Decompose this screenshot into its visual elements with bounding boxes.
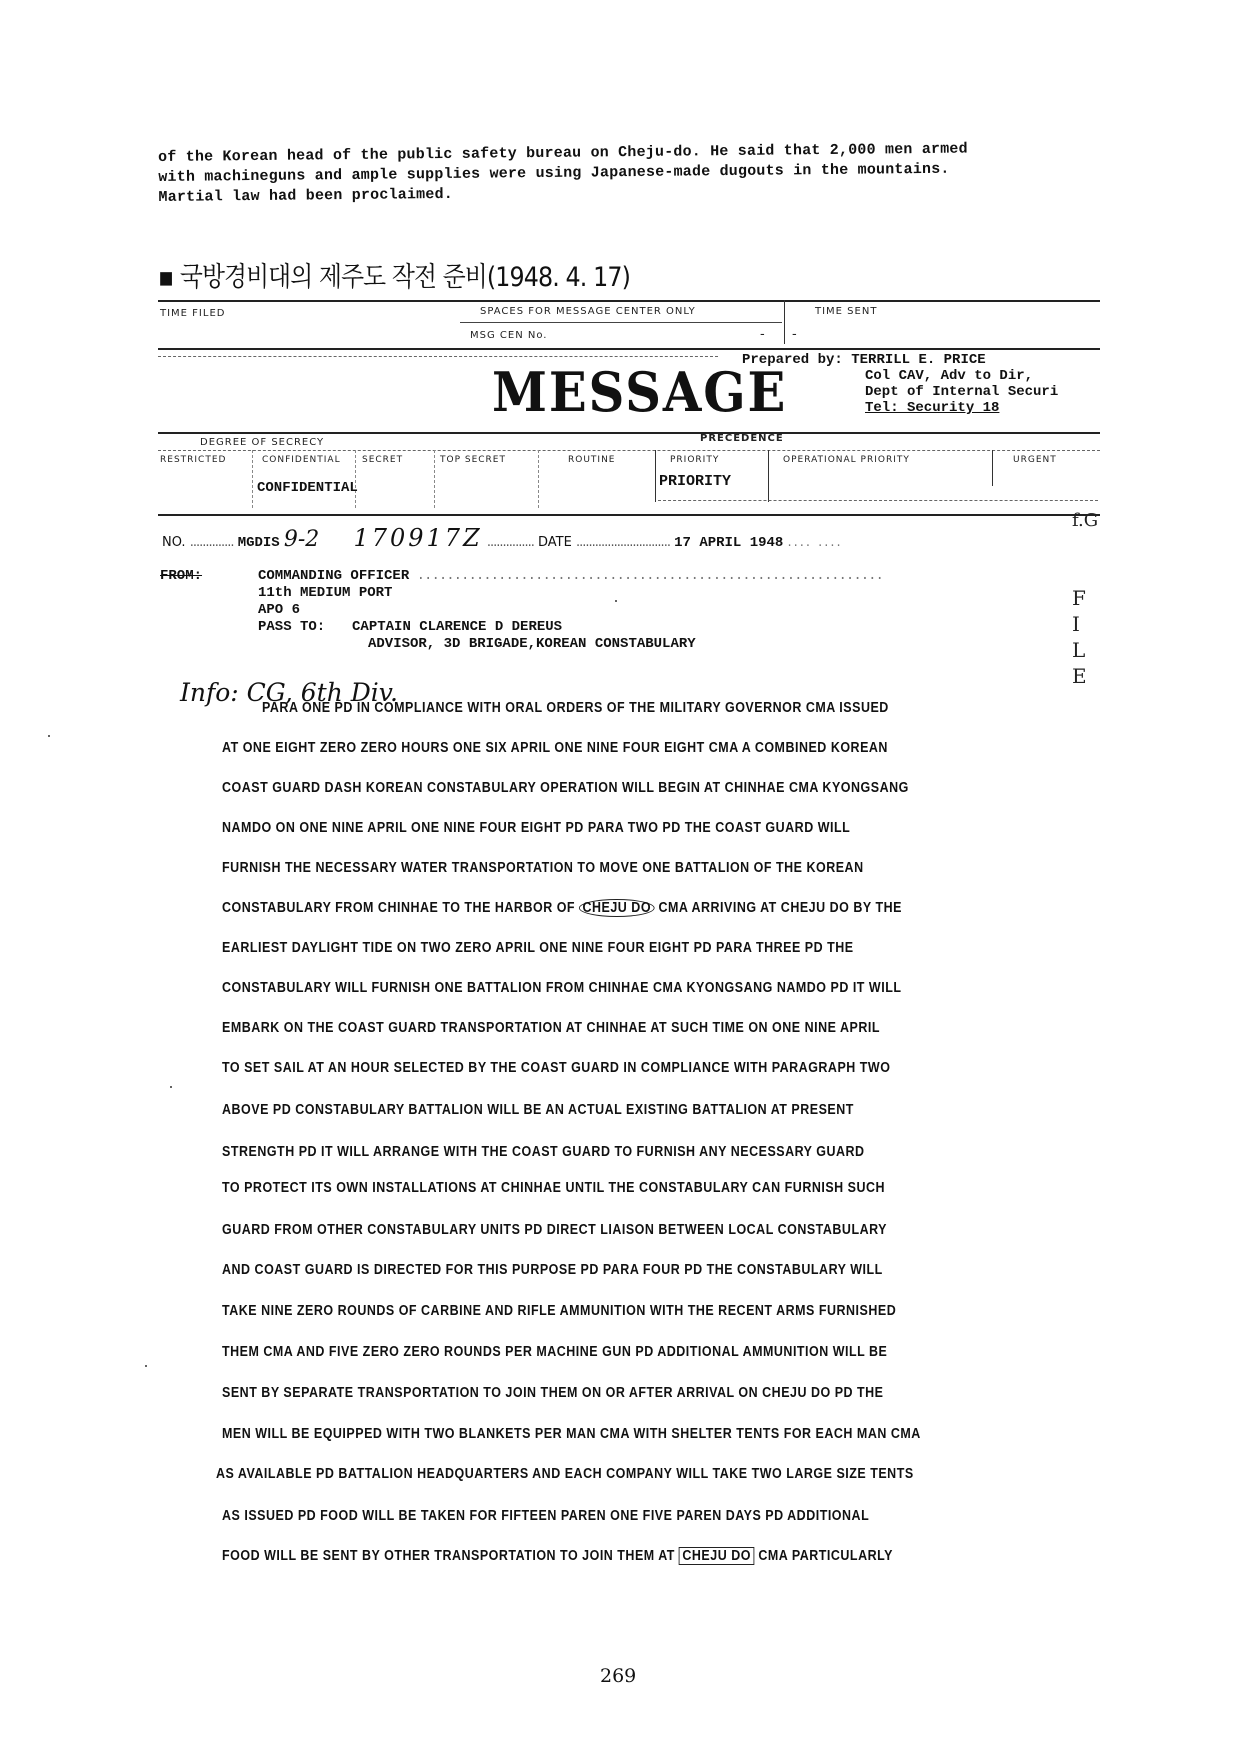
col-divider (538, 450, 539, 508)
body-line: COAST GUARD DASH KOREAN CONSTABULARY OPERATION WILL BEGIN AT CHINHAE CMA KYONGSANG (222, 780, 909, 796)
body-line: SENT BY SEPARATE TRANSPORTATION TO JOIN THEM ON OR AFTER ARRIVAL ON CHEJU DO PD THE (222, 1385, 884, 1401)
col-priority: PRIORITY (670, 455, 720, 465)
col-divider (992, 450, 993, 486)
margin-mark-file: FILE (1072, 586, 1087, 688)
from-label: FROM: (160, 568, 203, 584)
body-line: CONSTABULARY WILL FURNISH ONE BATTALION FROM CHINHAE CMA KYONGSANG NAMDO PD IT WILL (222, 980, 902, 996)
dash: - (760, 327, 766, 342)
circled-place-name: CHEJU DO (579, 899, 654, 917)
no-label: NO. (162, 535, 186, 550)
col-restricted: RESTRICTED (160, 455, 227, 465)
body-text: CMA PARTICULARLY (754, 1548, 893, 1564)
col-divider (434, 450, 435, 508)
prepared-by-tel: Tel: Security 18 (865, 400, 1000, 416)
body-line: PARA ONE PD IN COMPLIANCE WITH ORAL ORDERS OF THE MILITARY GOVERNOR CMA ISSUED (262, 700, 889, 716)
scan-speck (48, 735, 50, 737)
scan-speck (170, 1086, 172, 1088)
body-text: FOOD WILL BE SENT BY OTHER TRANSPORTATION TO JOIN THEM AT (222, 1548, 679, 1564)
col-divider (355, 450, 356, 508)
form-divider (784, 300, 785, 344)
col-confidential: CONFIDENTIAL (262, 455, 341, 465)
body-text: CONSTABULARY FROM CHINHAE TO THE HARBOR OF (222, 900, 580, 916)
body-line: STRENGTH PD IT WILL ARRANGE WITH THE COAST GUARD TO FURNISH ANY NECESSARY GUARD (222, 1144, 865, 1160)
dash: - (792, 327, 798, 342)
form-rule (158, 356, 718, 357)
from-block: COMMANDING OFFICER ............................................................... 11th MEDIUM PORT APO 6 PASS TO: CAPTAIN CLARENCE D DEREUS ADVISOR, 3D BRIGADE,KOREAN CONSTABULARY (258, 568, 883, 652)
from-line: COMMANDING OFFICER (258, 568, 410, 584)
time-filed-label: TIME FILED (160, 308, 226, 319)
number-date-row: NO. .............. MGDIS 9-2 170917Z ............... DATE .............................. 17 APRIL 1948 .... .... (162, 524, 843, 552)
body-line: GUARD FROM OTHER CONSTABULARY UNITS PD DIRECT LIAISON BETWEEN LOCAL CONSTABULARY (222, 1222, 888, 1238)
date-value: 17 APRIL 1948 (674, 535, 784, 551)
col-divider (655, 450, 656, 502)
scan-speck (615, 600, 617, 602)
body-line (222, 900, 902, 916)
body-line: MEN WILL BE EQUIPPED WITH TWO BLANKETS PER MAN CMA WITH SHELTER TENTS FOR EACH MAN CMA (222, 1426, 921, 1442)
body-line: EARLIEST DAYLIGHT TIDE ON TWO ZERO APRIL ONE NINE FOUR EIGHT PD PARA THREE PD THE (222, 940, 854, 956)
body-text: CMA ARRIVING AT CHEJU DO BY THE (654, 900, 902, 916)
form-top-rule (158, 300, 1100, 302)
col-routine: ROUTINE (568, 455, 616, 465)
body-line: AND COAST GUARD IS DIRECTED FOR THIS PURPOSE PD PARA FOUR PD THE CONSTABULARY WILL (222, 1262, 883, 1278)
intro-line: of the Korean head of the public safety bureau on Cheju-do. He said that 2,000 men armed (158, 140, 968, 166)
body-line: TO SET SAIL AT AN HOUR SELECTED BY THE COAST GUARD IN COMPLIANCE WITH PARAGRAPH TWO (222, 1060, 891, 1076)
col-urgent: URGENT (1013, 455, 1057, 465)
from-line: APO 6 (258, 602, 301, 618)
body-line: AT ONE EIGHT ZERO ZERO HOURS ONE SIX APRIL ONE NINE FOUR EIGHT CMA A COMBINED KOREAN (222, 740, 888, 756)
no-handwritten: 9-2 (283, 527, 320, 552)
body-line: TAKE NINE ZERO ROUNDS OF CARBINE AND RIFLE AMMUNITION WITH THE RECENT ARMS FURNISHED (222, 1303, 897, 1319)
rule (460, 322, 782, 323)
prepared-by-block (742, 352, 1058, 416)
intro-line: Martial law had been proclaimed. (158, 185, 454, 206)
pass-to-label: PASS TO: (258, 619, 326, 635)
col-top-secret: TOP SECRET (440, 455, 506, 465)
col-operational-priority: OPERATIONAL PRIORITY (783, 455, 910, 465)
body-line: AS ISSUED PD FOOD WILL BE TAKEN FOR FIFTEEN PAREN ONE FIVE PAREN DAYS PD ADDITIONAL (222, 1508, 870, 1524)
spaces-label: SPACES FOR MESSAGE CENTER ONLY (480, 306, 696, 317)
margin-mark-top: f.G (1072, 510, 1099, 531)
precedence-label: PRECEDENCE (700, 433, 784, 444)
col-divider (252, 450, 253, 508)
form-rule (658, 500, 1098, 501)
prepared-by-dept: Dept of Internal Securi (865, 384, 1059, 400)
body-line: THEM CMA AND FIVE ZERO ZERO ROUNDS PER MACHINE GUN PD ADDITIONAL AMMUNITION WILL BE (222, 1344, 888, 1360)
intro-paragraph (158, 138, 1159, 208)
prepared-by-label: Prepared by: (742, 352, 843, 368)
section-title: ▪ 국방경비대의 제주도 작전 준비(1948. 4. 17) (158, 262, 630, 293)
intro-line: with machineguns and ample supplies were using Japanese-made dugouts in the mountains. (158, 160, 950, 186)
pass-to-line: ADVISOR, 3D BRIGADE,KOREAN CONSTABULARY (368, 636, 696, 652)
form-rule (158, 432, 1100, 434)
form-rule (158, 450, 1100, 451)
no-value: MGDIS (237, 535, 280, 551)
col-secret: SECRET (362, 455, 404, 465)
info-handwritten: Info: CG, 6th Div. (180, 678, 398, 707)
pass-to-line: CAPTAIN CLARENCE D DEREUS (352, 619, 563, 635)
col-divider (768, 450, 769, 502)
body-line: ABOVE PD CONSTABULARY BATTALION WILL BE AN ACTUAL EXISTING BATTALION AT PRESENT (222, 1102, 854, 1118)
precedence-value: PRIORITY (659, 473, 732, 490)
secrecy-value: CONFIDENTIAL (257, 480, 358, 496)
dtg-handwritten: 170917Z (353, 524, 483, 552)
body-line (222, 1548, 893, 1564)
body-line: FURNISH THE NECESSARY WATER TRANSPORTATION TO MOVE ONE BATTALION OF THE KOREAN (222, 860, 864, 876)
from-line: 11th MEDIUM PORT (258, 585, 393, 601)
page-number: 269 (600, 1665, 637, 1687)
message-title: MESSAGE (492, 360, 788, 424)
form-rule (158, 348, 1100, 350)
body-line: NAMDO ON ONE NINE APRIL ONE NINE FOUR EIGHT PD PARA TWO PD THE COAST GUARD WILL (222, 820, 851, 836)
msg-cen-no-label: MSG CEN No. (470, 330, 548, 341)
degree-of-secrecy-label: DEGREE OF SECRECY (200, 437, 325, 448)
prepared-by-rank: Col CAV, Adv to Dir, (865, 368, 1034, 384)
date-label: DATE (538, 535, 572, 550)
body-line: AS AVAILABLE PD BATTALION HEADQUARTERS AND EACH COMPANY WILL TAKE TWO LARGE SIZE TENTS (216, 1466, 914, 1482)
boxed-place-name: CHEJU DO (679, 1547, 754, 1565)
body-line: TO PROTECT ITS OWN INSTALLATIONS AT CHINHAE UNTIL THE CONSTABULARY CAN FURNISH SUCH (222, 1180, 886, 1196)
body-line: EMBARK ON THE COAST GUARD TRANSPORTATION AT CHINHAE AT SUCH TIME ON ONE NINE APRIL (222, 1020, 880, 1036)
form-rule (158, 514, 1100, 516)
prepared-by-name: TERRILL E. PRICE (851, 352, 986, 368)
time-sent-label: TIME SENT (815, 306, 878, 317)
scan-speck (145, 1365, 147, 1367)
